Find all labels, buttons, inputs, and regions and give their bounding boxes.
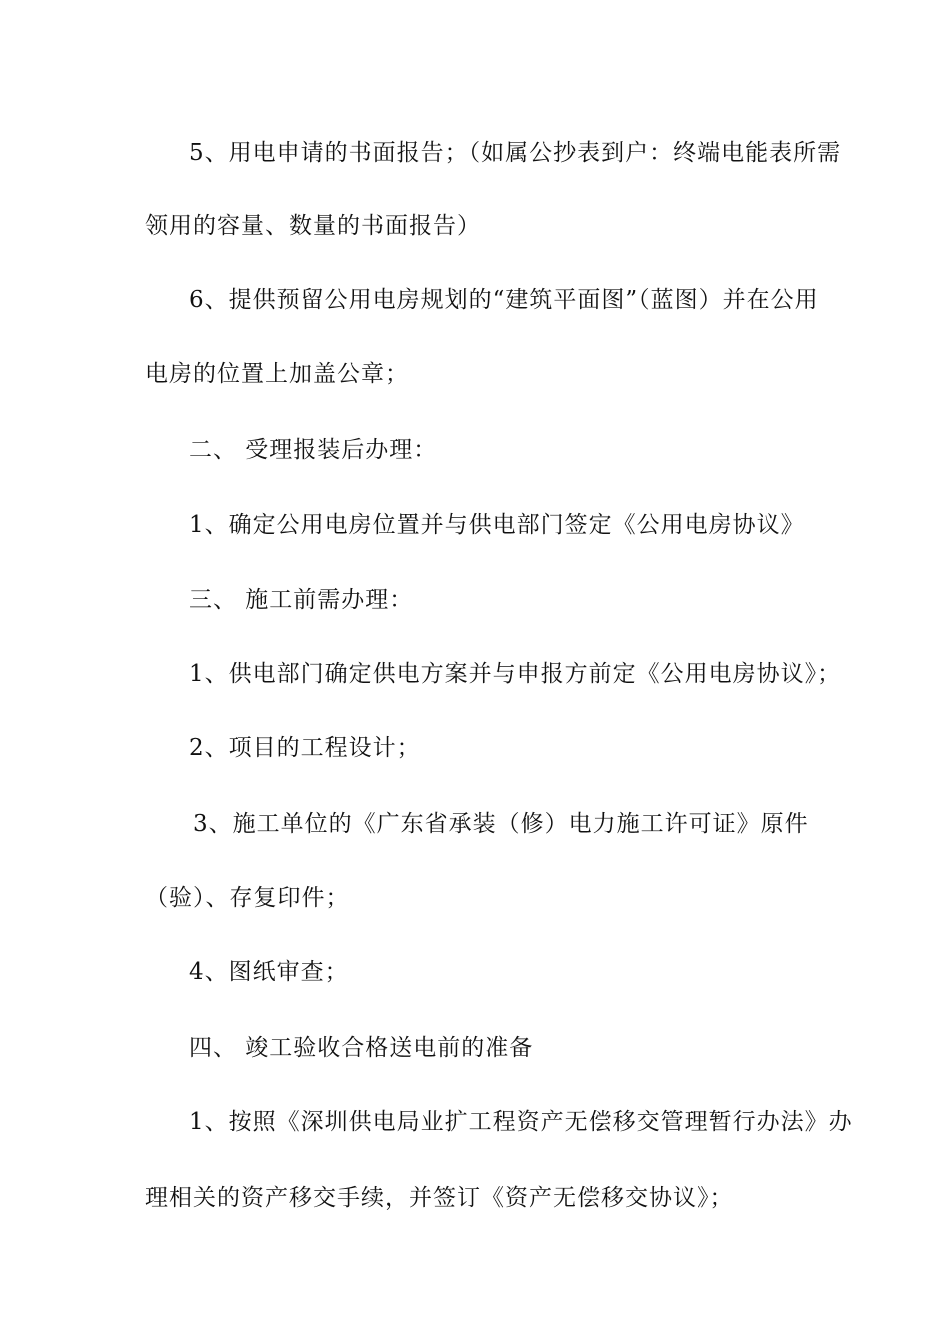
section-4-item-1-line-2: 理相关的资产移交手续，并签订《资产无偿移交协议》；	[145, 1185, 734, 1211]
section-3-item-1: 1、供电部门确定供电方案并与申报方前定《公用电房协议》；	[189, 661, 842, 687]
item-6-line-2: 电房的位置上加盖公章；	[145, 361, 409, 387]
item-6-line-1: 6、提供预留公用电房规划的“建筑平面图”（蓝图）并在公用	[189, 287, 819, 313]
section-2-item-1: 1、确定公用电房位置并与供电部门签定《公用电房协议》	[189, 512, 805, 538]
section-3-item-3-line-2: （验）、存复印件；	[145, 885, 350, 911]
section-3-heading: 三、 施工前需办理：	[189, 587, 414, 613]
item-5-line-2: 领用的容量、数量的书面报告）	[145, 213, 481, 239]
section-3-item-3-line-1: 3、施工单位的《广东省承装（修）电力施工许可证》原件	[193, 811, 809, 837]
section-4-item-1-line-1: 1、按照《深圳供电局业扩工程资产无偿移交管理暂行办法》办	[189, 1109, 853, 1135]
section-3-item-2: 2、项目的工程设计；	[189, 735, 421, 761]
item-5-line-1: 5、用电申请的书面报告；（如属公抄表到户：终端电能表所需	[189, 140, 842, 166]
section-4-heading: 四、 竣工验收合格送电前的准备	[189, 1035, 534, 1061]
section-3-item-4: 4、图纸审查；	[189, 959, 349, 985]
section-2-heading: 二、 受理报装后办理：	[189, 437, 438, 463]
